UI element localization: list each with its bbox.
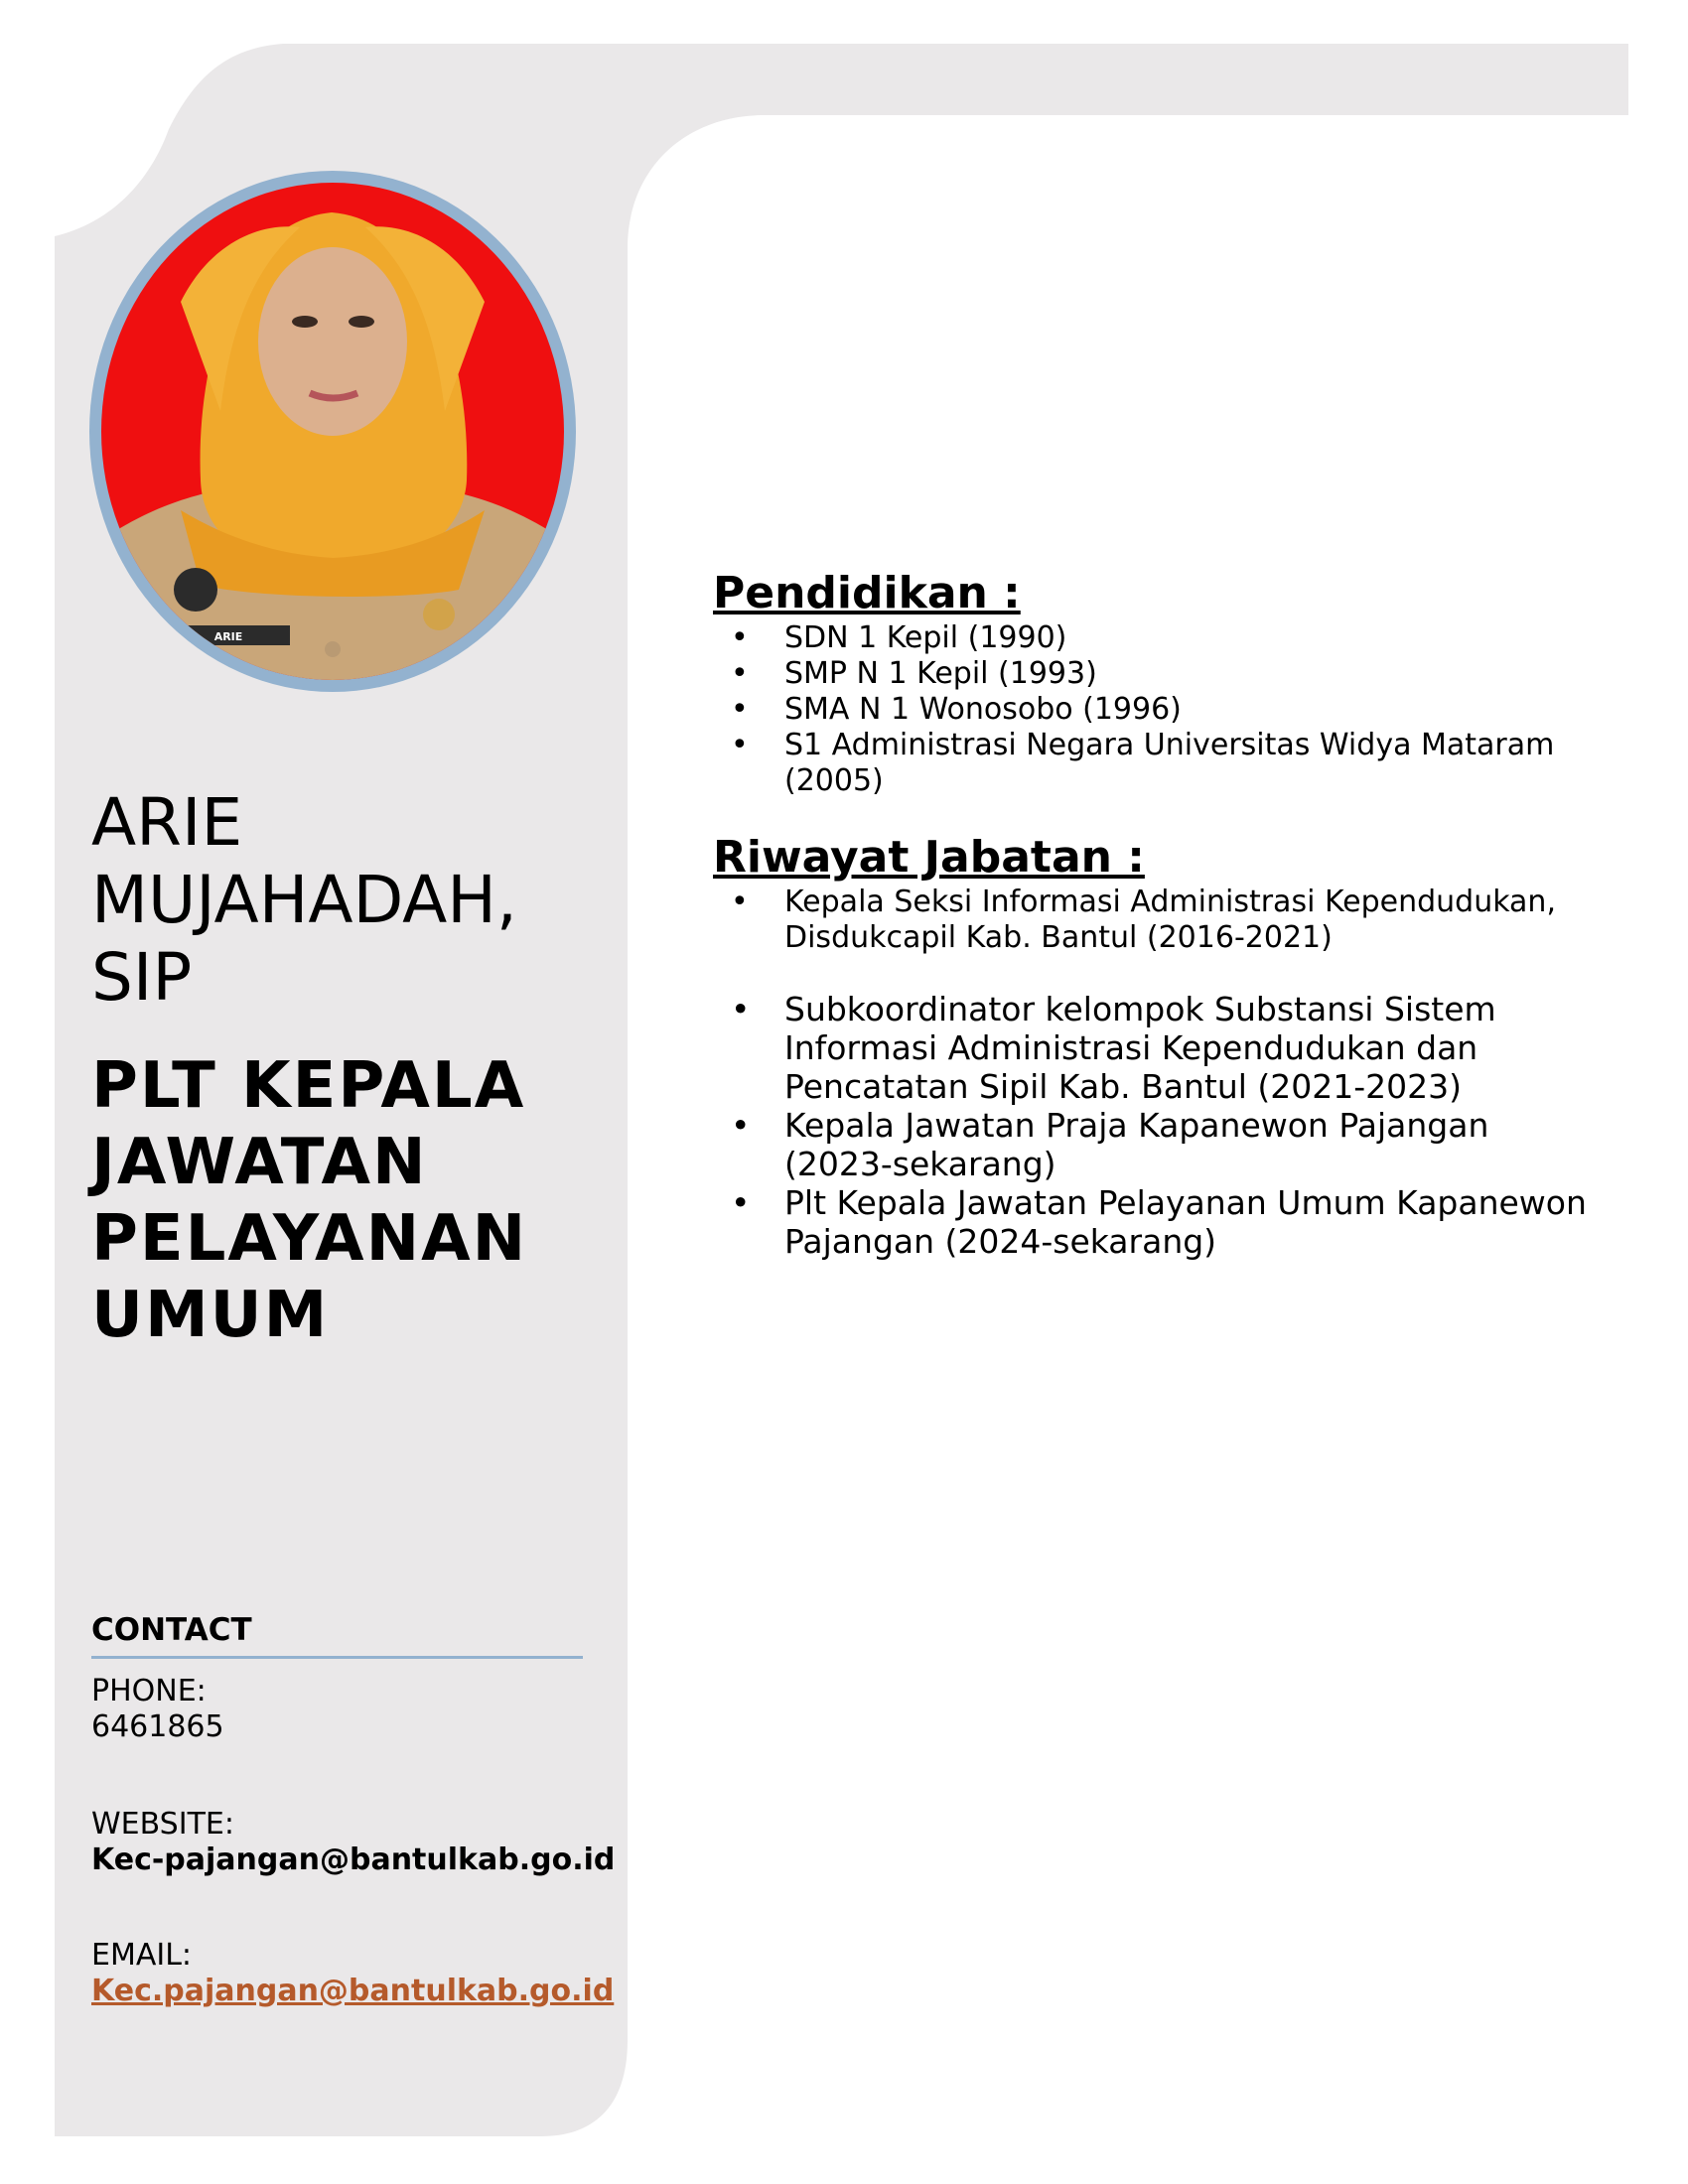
list-item: • S1 Administrasi Negara Universitas Widya Mataram (2005) — [713, 728, 1607, 799]
positions-list — [713, 885, 1607, 956]
person-name: ARIE MUJAHADAH, SIP — [91, 784, 517, 1016]
phone-label: PHONE: — [91, 1674, 207, 1708]
email-label: EMAIL: — [91, 1938, 193, 1973]
list-item: • Plt Kepala Jawatan Pelayanan Umum Kapanewon Pajangan (2024-sekarang) — [713, 1183, 1607, 1261]
education-list — [713, 620, 1607, 799]
website-value: Kec-pajangan@bantulkab.go.id — [91, 1843, 616, 1877]
job-title: PLT KEPALA JAWATAN PELAYANAN UMUM — [91, 1049, 528, 1352]
contact-divider — [91, 1656, 583, 1659]
list-item: • SMP N 1 Kepil (1993) — [713, 656, 1607, 692]
photo-badge-text: ARIE — [213, 630, 243, 643]
positions-heading: Riwayat Jabatan : — [713, 832, 1145, 883]
positions-list-continued — [713, 990, 1607, 1261]
contact-heading: CONTACT — [91, 1612, 252, 1648]
list-item: • SMA N 1 Wonosobo (1996) — [713, 692, 1607, 728]
phone-value: 6461865 — [91, 1709, 224, 1744]
list-item: • Kepala Seksi Informasi Administrasi Kependudukan, Disdukcapil Kab. Bantul (2016-2021) — [713, 885, 1607, 956]
education-heading: Pendidikan : — [713, 568, 1021, 618]
list-item: • Kepala Jawatan Praja Kapanewon Pajangan (2023-sekarang) — [713, 1106, 1607, 1183]
profile-photo — [89, 171, 576, 692]
email-link[interactable]: Kec.pajangan@bantulkab.go.id — [91, 1974, 615, 2008]
list-item: • Subkoordinator kelompok Substansi Sistem Informasi Administrasi Kependudukan dan Pencatatan Sipil Kab. Bantul (2021-2023) — [713, 990, 1607, 1106]
website-label: WEBSITE: — [91, 1807, 234, 1842]
list-item: • SDN 1 Kepil (1990) — [713, 620, 1607, 656]
